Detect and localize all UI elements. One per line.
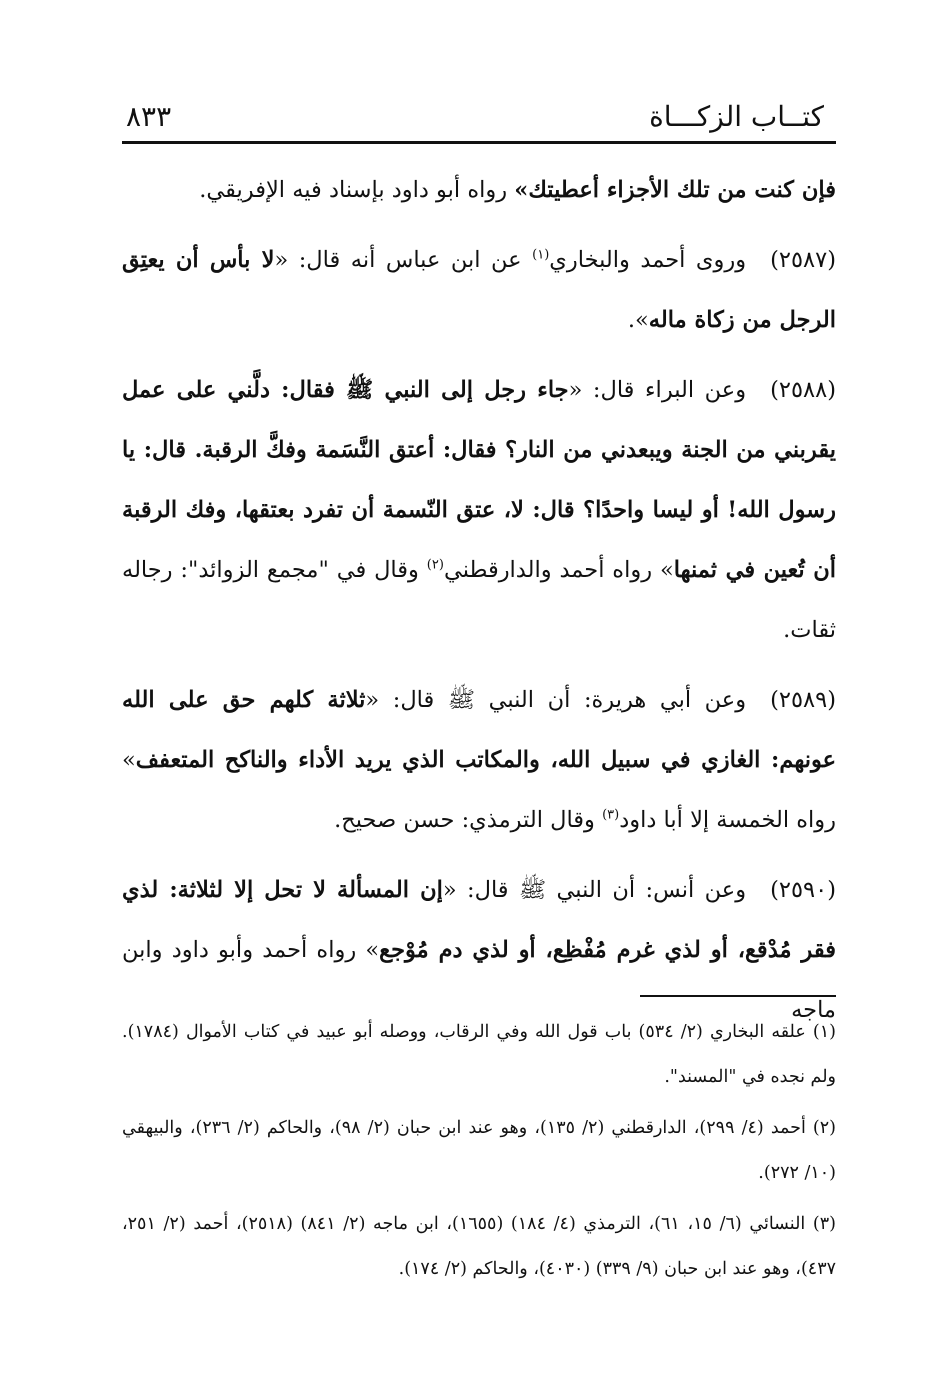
takhrij-text: » رواه أحمد والدارقطني [443, 557, 674, 583]
takhrij-text: رواه أبو داود بإسناد فيه الإفريقي. [199, 177, 515, 203]
main-text [122, 160, 836, 1050]
hadith-text: فإن كنت من تلك الأجزاء أعطيتك» [514, 177, 836, 203]
footnote-separator [640, 995, 836, 997]
running-header [122, 98, 834, 142]
header-rule [122, 141, 836, 144]
footnote-ref: (٢) [426, 557, 444, 573]
narration-intro: وعن أنس: أن النبي ﷺ قال: « [442, 877, 747, 903]
page-number: ٨٣٣ [126, 100, 172, 133]
hadith-text: جاء رجل إلى النبي ﷺ فقال: دلَّني على عمل يقربني من الجنة ويبعدني من النار؟ فقال: أعتق النَّسَمة وفكَّ الرقبة. قال: يا رسول الله! أو ليسا واحدًا؟ قال: لا، عتق النّسمة أن تفرد بعتقها، وفك الرقبة أن تُعين في ثمنها [122, 377, 836, 583]
takhrij-text: » رواه أحمد وأبو داود وابن ماجه [122, 937, 836, 1023]
hadith-2587 [122, 230, 836, 350]
paragraph-continuation [122, 160, 836, 220]
closing-quote: ». [627, 307, 649, 333]
takhrij-text: وقال الترمذي: حسن صحيح. [334, 807, 603, 833]
hadith-number: (٢٥٨٩) [770, 687, 836, 713]
footnote-ref: (٣) [602, 807, 620, 823]
hadith-number: (٢٥٨٨) [770, 377, 836, 403]
hadith-text: إن المسألة لا تحل إلا لثلاثة: لذي فقر مُدْقع، أو لذي غرم مُفْظِع، أو لذي دم مُوْجع [122, 877, 836, 963]
hadith-text: لا بأس أن يعتِق الرجل من زكاة ماله [122, 247, 836, 333]
footnote-1: (١) علقه البخاري (٢/ ٥٣٤) باب قول الله وفي الرقاب، ووصله أبو عبيد في كتاب الأموال (١٧٨٤). ولم نجده في "المسند". [122, 1022, 836, 1087]
hadith-2588 [122, 360, 836, 660]
hadith-number: (٢٥٩٠) [770, 877, 836, 903]
footnote-ref: (١) [532, 247, 550, 263]
narration-intro: وعن البراء قال: « [568, 377, 747, 403]
hadith-text: ثلاثة كلهم حق على الله عونهم: الغازي في سبيل الله، والمكاتب الذي يريد الأداء والناكح المتعفف [122, 687, 836, 773]
chapter-title: كتــاب الزكـــاة [649, 100, 824, 133]
hadith-number: (٢٥٨٧) [770, 247, 836, 273]
footnotes [122, 1010, 836, 1298]
narration-intro: عن ابن عباس أنه قال: « [274, 247, 533, 273]
narration-intro: وعن أبي هريرة: أن النبي ﷺ قال: « [365, 687, 747, 713]
hadith-2589 [122, 670, 836, 850]
takhrij-text: » رواه الخمسة إلا أبا داود [122, 747, 836, 833]
takhrij-text: وقال في "مجمع الزوائد": رجاله ثقات. [122, 557, 836, 643]
footnote-3: (٣) النسائي (٦/ ١٥، ٦١)، الترمذي (٤/ ١٨٤) (١٦٥٥)، ابن ماجه (٢/ ٨٤١) (٢٥١٨)، أحمد (٢/ ٢٥١، ٤٣٧)، وهو عند ابن حبان (٩/ ٣٣٩) (٤٠٣٠)، والحاكم (٢/ ١٧٤). [122, 1214, 836, 1279]
footnote-2: (٢) أحمد (٤/ ٢٩٩)، الدارقطني (٢/ ١٣٥)، وهو عند ابن حبان (٢/ ٩٨)، والحاكم (٢/ ٢٣٦)، والبيهقي (١٠/ ٢٧٢). [122, 1118, 836, 1183]
narration-intro: وروى أحمد والبخاري [549, 247, 747, 273]
